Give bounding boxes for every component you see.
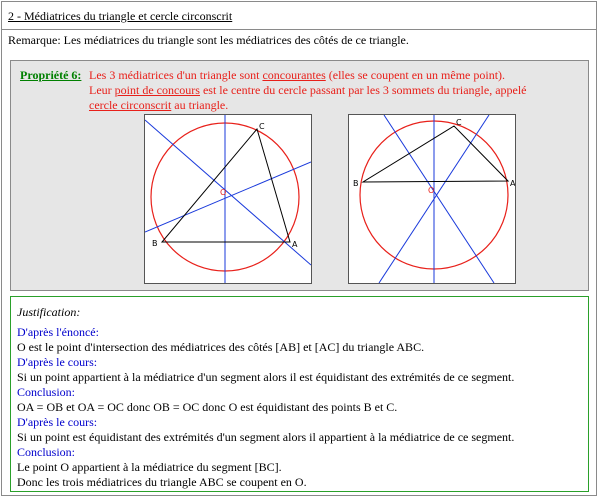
property-line-2: Leur point de concours est le centre du cercle passant par les 3 sommets du triangle, appelé [89,83,527,97]
bisector-bc [384,115,494,283]
justification-box [10,296,589,492]
concourantes-term: concourantes [262,68,326,82]
point-a-label: A [292,240,298,249]
point-c-label: C [456,118,462,127]
figure-acute-triangle [144,114,312,284]
justification-title: Justification: [17,305,81,319]
page [1,1,597,496]
justification-line: Conclusion: [17,445,76,459]
justification-line: Le point O appartient à la médiatrice du segment [BC]. [17,460,282,474]
section-header [2,2,596,30]
property-line-1: Les 3 médiatrices d'un triangle sont concourantes (elles se coupent en un même point). [89,68,506,82]
point-de-concours-term: point de concours [114,83,200,97]
figure-obtuse-triangle [348,114,516,284]
justification-line: D'après l'énoncé: [17,325,99,339]
property-text [89,68,569,113]
cercle-circonscrit-term: cercle circonscrit [89,98,172,112]
point-b-label: B [353,179,359,188]
section-title: 2 - Médiatrices du triangle et cercle circonscrit [8,9,233,23]
bisector-ac [145,120,311,265]
property-box [10,60,589,291]
property-line-3: cercle circonscrit au triangle. [89,98,229,112]
bisector-ab [145,162,311,232]
justification-line: D'après le cours: [17,355,98,369]
justification-line: OA = OB et OA = OC donc OB = OC donc O est équidistant des points B et C. [17,400,398,414]
point-b-label: B [152,239,158,248]
justification-line: Conclusion: [17,385,76,399]
justification-line: Si un point est équidistant des extrémités d'un segment alors il appartient à la médiatrice de ce segment. [17,430,515,444]
point-c-label: C [259,122,265,131]
point-a-label: A [510,179,515,188]
justification-line: O est le point d'intersection des médiatrices des côtés [AB] et [AC] du triangle ABC. [17,340,425,354]
justification-line: Donc les trois médiatrices du triangle ABC se coupent en O. [17,475,307,489]
triangle-abc [363,126,508,182]
triangle-abc [162,129,290,242]
point-o-label: O [428,186,435,195]
remark-text: Remarque: Les médiatrices du triangle sont les médiatrices des côtés de ce triangle. [8,33,409,47]
point-o-label: O [220,188,227,197]
justification-line: D'après le cours: [17,415,98,429]
property-label: Propriété 6: [20,68,82,82]
justification-line: Si un point appartient à la médiatrice d'un segment alors il est équidistant des extrémités de ce segment. [17,370,515,384]
